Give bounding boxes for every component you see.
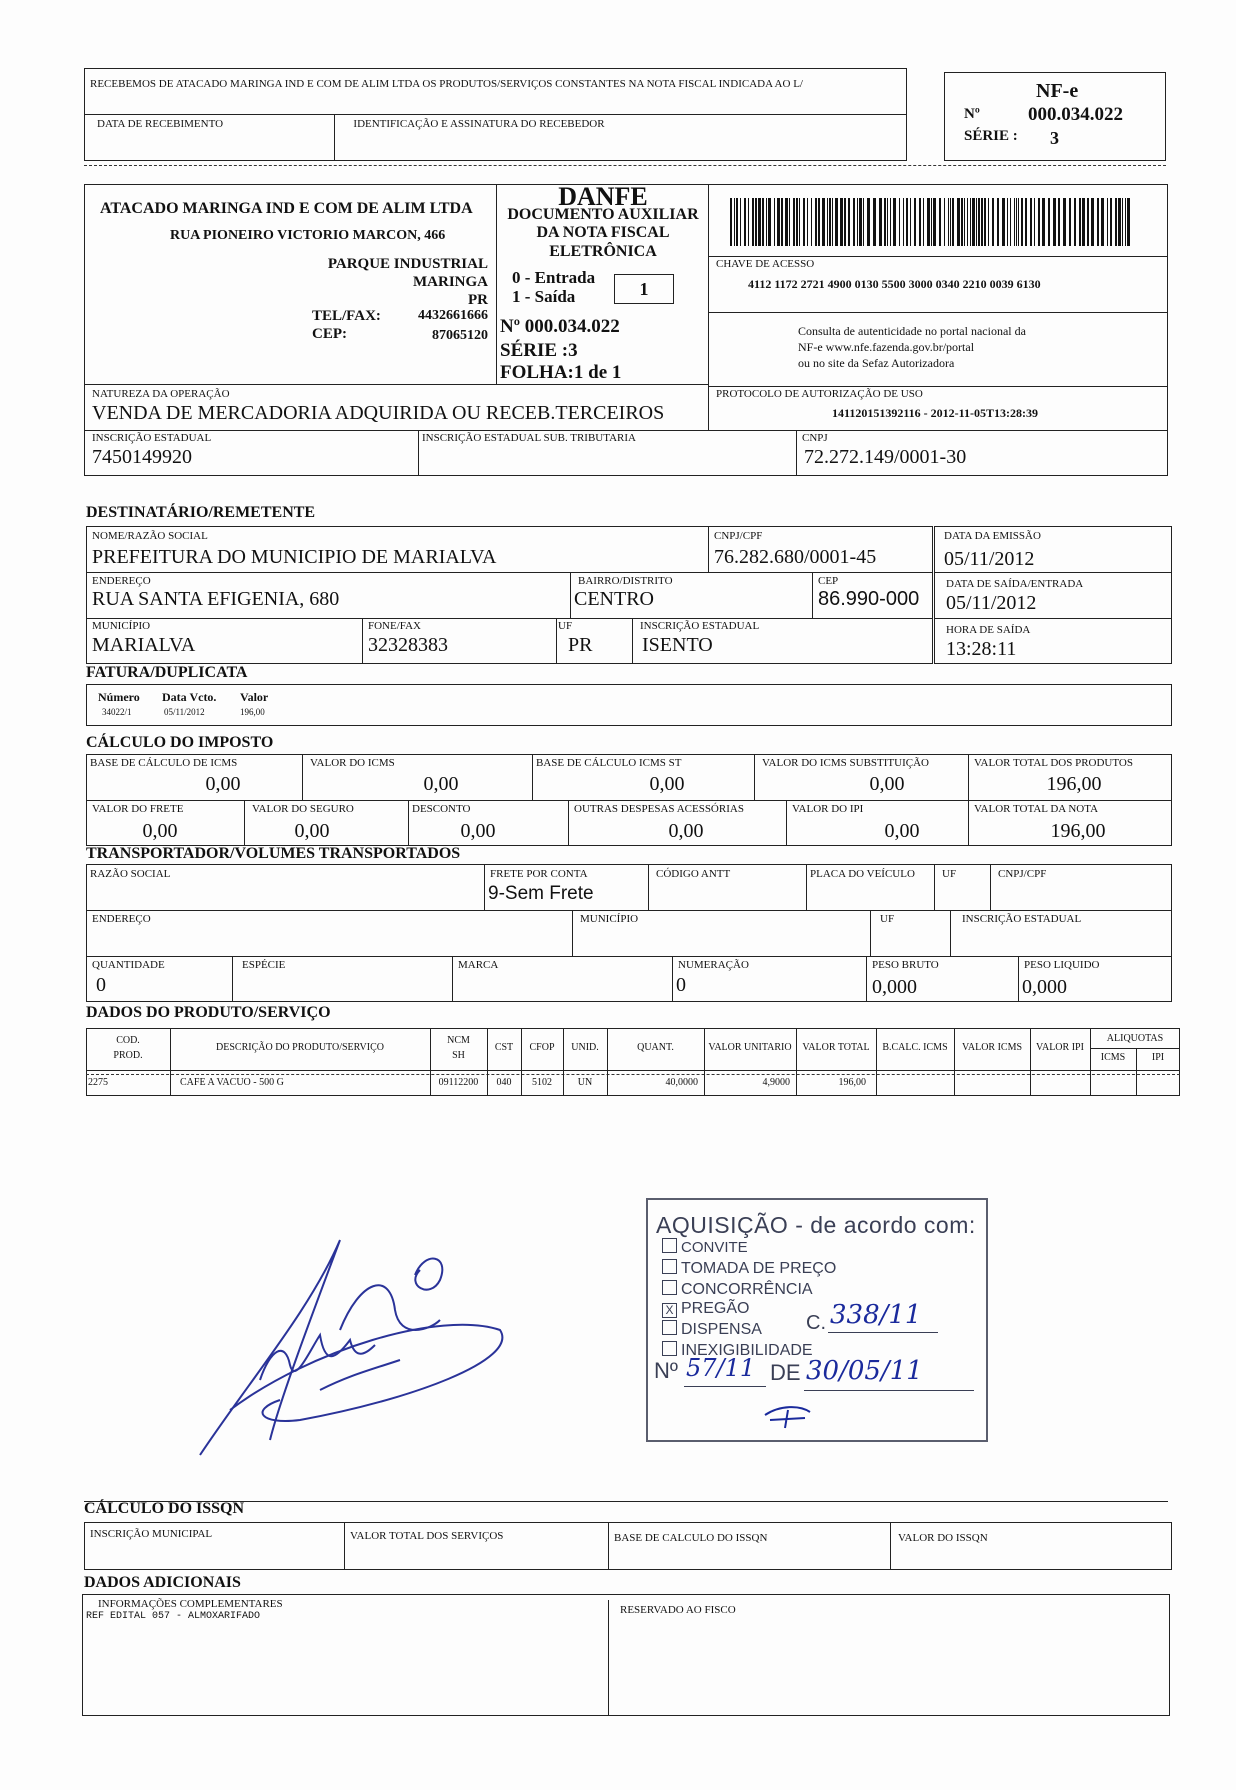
stamp-c-label: C. — [806, 1312, 826, 1334]
barcode-bar — [835, 198, 838, 246]
barcode-bar — [1014, 198, 1015, 246]
barcode-bar — [1082, 198, 1085, 246]
invoice-number-label: Número — [98, 690, 140, 704]
additional-info-label: INFORMAÇÕES COMPLEMENTARES — [98, 1598, 283, 1610]
cut-line — [84, 165, 1166, 166]
stamp-title: AQUISIÇÃO - de acordo com: — [656, 1212, 976, 1238]
recipient-uf-label: UF — [558, 620, 573, 632]
recipient-cnpj-label: CNPJ/CPF — [714, 530, 763, 542]
tax-products-total: 196,00 — [1046, 773, 1102, 795]
barcode-bar — [1074, 198, 1076, 246]
stamp-initial-mark — [760, 1400, 820, 1430]
col-icms-header: VALOR ICMS — [961, 1042, 1023, 1053]
recipient-ie-label: INSCRIÇÃO ESTADUAL — [640, 620, 760, 632]
consult-line1: Consulta de autenticidade no portal nacional da — [798, 324, 1026, 338]
danfe-exit: 1 - Saída — [512, 287, 576, 306]
invoice-section-title: FATURA/DUPLICATA — [86, 664, 248, 681]
danfe-line2: DA NOTA FISCAL — [536, 224, 670, 241]
barcode-bar — [863, 198, 864, 246]
barcode-bar — [961, 198, 963, 246]
col-rates-header: ALIQUOTAS — [1106, 1033, 1164, 1044]
barcode-bar — [906, 198, 908, 246]
barcode-bar — [1101, 198, 1104, 246]
receipt-series: 3 — [1050, 128, 1059, 148]
barcode-bar — [755, 198, 757, 246]
emitter-street: RUA PIONEIRO VICTORIO MARCON, 466 — [170, 228, 446, 243]
tax-icms-st-base-label: BASE DE CÁLCULO ICMS ST — [536, 757, 682, 769]
barcode-bar — [867, 198, 870, 246]
barcode-bar — [1007, 198, 1008, 246]
barcode-bar — [970, 198, 971, 246]
transport-box — [86, 864, 1172, 1002]
barcode-bar — [967, 198, 968, 246]
barcode-bar — [818, 198, 820, 246]
recipient-cnpj: 76.282.680/0001-45 — [714, 546, 877, 568]
row-ncm: 09112200 — [438, 1077, 479, 1088]
barcode-bar — [781, 198, 783, 246]
barcode-bar — [1118, 198, 1121, 246]
barcode-bar — [758, 198, 761, 246]
barcode-bar — [1038, 198, 1040, 246]
barcode-bar — [768, 198, 771, 246]
protocol-label: PROTOCOLO DE AUTORIZAÇÃO DE USO — [716, 388, 923, 400]
barcode-bar — [1087, 198, 1089, 246]
exit-time: 13:28:11 — [946, 638, 1017, 660]
barcode-bar — [1058, 198, 1060, 246]
barcode-bar — [933, 198, 936, 246]
tax-ipi-label: VALOR DO IPI — [792, 803, 864, 815]
barcode-bar — [899, 198, 900, 246]
recipient-city: MARIALVA — [92, 634, 196, 656]
barcode-bar — [910, 198, 911, 246]
receipt-series-label: SÉRIE : — [964, 128, 1018, 144]
col-cst-header: CST — [494, 1042, 514, 1053]
volume-qty-label: QUANTIDADE — [92, 959, 165, 971]
emitter-district: PARQUE INDUSTRIAL — [327, 256, 488, 272]
recipient-name-label: NOME/RAZÃO SOCIAL — [92, 530, 208, 542]
access-key-label: CHAVE DE ACESSO — [716, 258, 815, 270]
col-ncm-header1: NCM — [447, 1035, 470, 1046]
stamp-option-pregao: X PREGÃO — [662, 1300, 749, 1318]
barcode-bar — [815, 198, 817, 246]
carrier-city-label: MUNICÍPIO — [580, 913, 639, 925]
barcode-bar — [822, 198, 825, 246]
barcode-bar — [1127, 198, 1130, 246]
pregao-checked-mark: X — [662, 1303, 677, 1318]
emitter-cep-label: CEP: — [312, 326, 347, 342]
recipient-address-label: ENDEREÇO — [92, 575, 151, 587]
stamp-de-label: DE — [770, 1360, 801, 1385]
barcode-bar — [919, 198, 921, 246]
tax-freight: 0,00 — [142, 820, 178, 842]
col-unit-value-header: VALOR UNITARIO — [708, 1042, 792, 1053]
net-weight-label: PESO LIQUIDO — [1024, 959, 1100, 971]
danfe-sheet: FOLHA:1 de 1 — [500, 362, 622, 383]
barcode-bar — [829, 198, 831, 246]
consult-line3: ou no site da Sefaz Autorizadora — [798, 356, 955, 370]
recipient-phone-label: FONE/FAX — [368, 620, 421, 632]
barcode-bar — [939, 198, 941, 246]
barcode-bar — [777, 198, 780, 246]
row-cfop: 5102 — [532, 1077, 552, 1088]
row-code: 2275 — [88, 1077, 108, 1088]
barcode-bar — [1097, 198, 1099, 246]
emitter-cnpj-label: CNPJ — [802, 432, 828, 444]
tax-invoice-total: 196,00 — [1050, 820, 1106, 842]
nature-value: VENDA DE MERCADORIA ADQUIRIDA OU RECEB.TERCEIROS — [92, 402, 665, 424]
barcode-bar — [923, 198, 924, 246]
barcode-bar — [1053, 198, 1056, 246]
plate-label: PLACA DO VEÍCULO — [810, 868, 915, 880]
stamp-option-concorrencia: CONCORRÊNCIA — [662, 1280, 813, 1299]
barcode-bar — [857, 198, 858, 246]
col-desc-header: DESCRIÇÃO DO PRODUTO/SERVIÇO — [216, 1042, 384, 1053]
row-cst: 040 — [496, 1077, 512, 1088]
barcode-bar — [748, 198, 749, 246]
emitter-phone: 4432661666 — [418, 308, 488, 323]
tax-discount: 0,00 — [460, 820, 496, 842]
tax-icms-st-value: 0,00 — [869, 773, 905, 795]
barcode-bar — [914, 198, 916, 246]
barcode-bar — [853, 198, 855, 246]
recipient-cep-label: CEP — [818, 575, 839, 587]
tax-icms-base: 0,00 — [205, 773, 241, 795]
barcode-bar — [903, 198, 904, 246]
barcode-bar — [873, 198, 876, 246]
col-total-header: VALOR TOTAL — [802, 1042, 870, 1053]
recipient-cep: 86.990-000 — [818, 588, 920, 610]
invoice-value-label: Valor — [240, 690, 269, 704]
additional-info: REF EDITAL 057 - ALMOXARIFADO — [86, 1611, 261, 1622]
emitter-city: MARINGA — [413, 274, 488, 290]
barcode-bar — [796, 198, 798, 246]
recipient-section-title: DESTINATÁRIO/REMETENTE — [86, 504, 316, 521]
col-code-header2: PROD. — [113, 1050, 143, 1061]
state-reg-st-label: INSCRIÇÃO ESTADUAL SUB. TRIBUTARIA — [422, 432, 636, 444]
receipt-statement: RECEBEMOS DE ATACADO MARINGA IND E COM DE ALIM LTDA OS PRODUTOS/SERVIÇOS CONSTANTES NA NOTA FISCAL INDICADA AO L/ — [90, 78, 803, 90]
barcode-bar — [752, 198, 754, 246]
barcode-bar — [803, 198, 805, 246]
carrier-ie-label: INSCRIÇÃO ESTADUAL — [962, 913, 1082, 925]
barcode-bar — [1079, 198, 1081, 246]
row-total: 196,00 — [838, 1077, 866, 1088]
barcode-bar — [952, 198, 954, 246]
emission-date: 05/11/2012 — [944, 548, 1035, 570]
emission-date-label: DATA DA EMISSÃO — [944, 530, 1041, 542]
recipient-city-label: MUNICÍPIO — [92, 620, 151, 632]
tax-freight-label: VALOR DO FRETE — [92, 803, 184, 815]
access-key: 4112 1172 2721 4900 0130 5500 3000 0340 2210 0039 6130 — [748, 277, 1041, 291]
invoice-value: 196,00 — [240, 707, 265, 717]
barcode-bar — [740, 198, 741, 246]
nature-label: NATUREZA DA OPERAÇÃO — [92, 388, 230, 400]
barcode-bar — [1016, 198, 1017, 246]
barcode-bar — [736, 198, 738, 246]
tax-section-title: CÁLCULO DO IMPOSTO — [86, 734, 274, 751]
barcode-bar — [785, 198, 788, 246]
danfe-line3: ELETRÔNICA — [549, 243, 657, 260]
col-code-header1: COD. — [116, 1035, 140, 1046]
barcode-bar — [884, 198, 886, 246]
exit-time-label: HORA DE SAÍDA — [946, 624, 1031, 636]
tax-invoice-total-label: VALOR TOTAL DA NOTA — [974, 803, 1099, 815]
barcode-bar — [964, 198, 965, 246]
tax-products-total-label: VALOR TOTAL DOS PRODUTOS — [974, 757, 1133, 769]
protocol-value: 141120151392116 - 2012-11-05T13:28:39 — [832, 406, 1038, 420]
stamp-no-label: Nº — [654, 1358, 678, 1383]
barcode-bar — [744, 198, 746, 246]
emitter-state: PR — [468, 292, 488, 308]
barcode-bar — [1125, 198, 1126, 246]
tax-icms-value-label: VALOR DO ICMS — [310, 757, 395, 769]
issqn-section-title: CÁLCULO DO ISSQN — [84, 1500, 245, 1517]
stamp-option-dispensa: DISPENSA — [662, 1320, 762, 1339]
stamp-option-tomada: TOMADA DE PREÇO — [662, 1259, 836, 1278]
col-ipi-header: VALOR IPI — [1036, 1042, 1084, 1053]
receipt-number: 000.034.022 — [1028, 104, 1123, 125]
barcode-bar — [1063, 198, 1066, 246]
barcode-bar — [840, 198, 843, 246]
row-unit: UN — [577, 1077, 593, 1088]
nfe-title: NF-e — [1036, 80, 1079, 102]
tax-icms-value: 0,00 — [423, 773, 459, 795]
barcode-bar — [931, 198, 932, 246]
tax-icms-st-value-label: VALOR DO ICMS SUBSTITUIÇÃO — [762, 757, 929, 769]
net-weight: 0,000 — [1022, 976, 1067, 998]
carrier-uf2-label: UF — [880, 913, 895, 925]
barcode-bar — [789, 198, 790, 246]
barcode-bar — [1115, 198, 1117, 246]
barcode-bar — [927, 198, 930, 246]
recipient-district-label: BAIRRO/DISTRITO — [578, 575, 673, 587]
receipt-date-label: DATA DE RECEBIMENTO — [97, 118, 224, 130]
col-bc-icms-header: B.CALC. ICMS — [882, 1042, 948, 1053]
barcode-bar — [762, 198, 764, 246]
barcode-bar — [950, 198, 951, 246]
carrier-cnpj-label: CNPJ/CPF — [998, 868, 1047, 880]
barcode-bar — [799, 198, 800, 246]
fiscal-reserved-label: RESERVADO AO FISCO — [620, 1604, 736, 1616]
barcode-bar — [730, 198, 732, 246]
danfe-title: DANFE — [558, 182, 648, 211]
receipt-number-label: Nº — [964, 106, 980, 122]
barcode-bar — [1025, 198, 1027, 246]
barcode-bar — [793, 198, 795, 246]
barcode-bar — [1018, 198, 1019, 246]
barcode-bar — [774, 198, 775, 246]
barcode-bar — [981, 198, 983, 246]
col-cfop-header: CFOP — [529, 1042, 555, 1053]
barcode-bar — [976, 198, 977, 246]
tax-discount-label: DESCONTO — [412, 803, 471, 815]
recipient-uf: PR — [568, 634, 593, 656]
danfe-number: Nº 000.034.022 — [500, 316, 620, 337]
freight-value: 9-Sem Frete — [488, 883, 594, 904]
transport-section-title: TRANSPORTADOR/VOLUMES TRANSPORTADOS — [86, 845, 461, 862]
barcode-bar — [1107, 198, 1108, 246]
barcode-bar — [988, 198, 989, 246]
products-section-title: DADOS DO PRODUTO/SERVIÇO — [86, 1004, 331, 1021]
barcode-bar — [948, 198, 949, 246]
barcode-bar — [1110, 198, 1112, 246]
barcode-bar — [944, 198, 945, 246]
emitter-phone-label: TEL/FAX: — [312, 308, 381, 324]
barcode-bar — [1002, 198, 1005, 246]
barcode-bar — [1010, 198, 1011, 246]
recipient-ie: ISENTO — [642, 634, 713, 656]
barcode-bar — [766, 198, 767, 246]
barcode-bar — [890, 198, 891, 246]
col-unit-header: UNID. — [571, 1042, 599, 1053]
antt-label: CÓDIGO ANTT — [656, 868, 731, 880]
tax-insurance-label: VALOR DO SEGURO — [252, 803, 354, 815]
barcode-bar — [811, 198, 812, 246]
recipient-address: RUA SANTA EFIGENIA, 680 — [92, 588, 340, 610]
numbering-value: 0 — [676, 974, 686, 996]
tax-ipi: 0,00 — [884, 820, 920, 842]
danfe-entry: 0 - Entrada — [512, 268, 596, 287]
recipient-district: CENTRO — [574, 588, 654, 610]
carrier-address-label: ENDEREÇO — [92, 913, 151, 925]
recipient-phone: 32328383 — [368, 634, 448, 656]
tax-insurance: 0,00 — [294, 820, 330, 842]
barcode-bar — [1034, 198, 1035, 246]
barcode-bar — [1030, 198, 1032, 246]
danfe-type-box: 1 — [614, 274, 674, 304]
col-ncm-header2: SH — [452, 1050, 465, 1061]
volume-qty: 0 — [96, 974, 106, 996]
issqn-value-label: VALOR DO ISSQN — [898, 1532, 988, 1544]
barcode-bar — [1091, 198, 1094, 246]
danfe-line1: DOCUMENTO AUXILIAR — [507, 206, 699, 223]
row-desc: CAFE A VACUO - 500 G — [180, 1077, 284, 1088]
barcode-bar — [848, 198, 850, 246]
gross-weight: 0,000 — [872, 976, 917, 998]
invoice-due-label: Data Vcto. — [162, 690, 217, 704]
barcode-bar — [832, 198, 833, 246]
stamp-de-value: 30/05/11 — [806, 1356, 923, 1386]
tax-other: 0,00 — [668, 820, 704, 842]
additional-section-title: DADOS ADICIONAIS — [84, 1574, 241, 1591]
receipt-signature-label: IDENTIFICAÇÃO E ASSINATURA DO RECEBEDOR — [353, 118, 605, 130]
barcode-bar — [827, 198, 828, 246]
issqn-base-label: BASE DE CALCULO DO ISSQN — [614, 1532, 768, 1544]
recipient-name: PREFEITURA DO MUNICIPIO DE MARIALVA — [92, 546, 497, 568]
barcode-bar — [997, 198, 999, 246]
barcode-bar — [1042, 198, 1045, 246]
barcode-bar — [957, 198, 960, 246]
invoice-number: 34022/1 — [102, 707, 132, 717]
emitter-name: ATACADO MARINGA IND E COM DE ALIM LTDA — [100, 200, 473, 217]
issqn-box — [84, 1522, 1172, 1570]
state-reg-value: 7450149920 — [92, 446, 192, 468]
stamp-no-value: 57/11 — [686, 1354, 756, 1382]
barcode-bar — [1069, 198, 1071, 246]
row-qty: 40,0000 — [665, 1077, 698, 1088]
carrier-uf-label: UF — [942, 868, 957, 880]
barcode-bar — [893, 198, 896, 246]
numbering-label: NUMERAÇÃO — [678, 959, 749, 971]
gross-weight-label: PESO BRUTO — [872, 959, 939, 971]
tax-other-label: OUTRAS DESPESAS ACESSÓRIAS — [574, 803, 744, 815]
row-unit-value: 4,9000 — [762, 1077, 790, 1088]
barcode-bar — [978, 198, 980, 246]
barcode-bar — [1021, 198, 1023, 246]
carrier-name-label: RAZÃO SOCIAL — [90, 868, 171, 880]
stamp-c-value: 338/11 — [830, 1300, 922, 1330]
barcode-bar — [992, 198, 994, 246]
issqn-services-label: VALOR TOTAL DOS SERVIÇOS — [350, 1530, 504, 1542]
emitter-cep: 87065120 — [432, 328, 488, 343]
col-qty-header: QUANT. — [637, 1042, 674, 1053]
barcode — [730, 198, 1135, 246]
barcode-bar — [844, 198, 846, 246]
barcode-bar — [1048, 198, 1050, 246]
freight-label: FRETE POR CONTA — [490, 868, 588, 880]
barcode-bar — [887, 198, 888, 246]
invoice-due: 05/11/2012 — [164, 707, 205, 717]
exit-date: 05/11/2012 — [946, 592, 1037, 614]
col-rate-ipi-header: IPI — [1151, 1052, 1165, 1063]
barcode-bar — [1122, 198, 1123, 246]
barcode-bar — [807, 198, 808, 246]
consult-line2: NF-e www.nfe.fazenda.gov.br/portal — [798, 340, 975, 354]
barcode-bar — [972, 198, 975, 246]
barcode-bar — [879, 198, 882, 246]
handwritten-signature — [190, 1230, 520, 1470]
danfe-series: SÉRIE :3 — [500, 340, 578, 361]
issqn-municipal-label: INSCRIÇÃO MUNICIPAL — [90, 1528, 213, 1540]
col-rate-icms-header: ICMS — [1100, 1052, 1126, 1063]
state-reg-label: INSCRIÇÃO ESTADUAL — [92, 432, 212, 444]
barcode-bar — [859, 198, 862, 246]
tax-icms-base-label: BASE DE CÁLCULO DE ICMS — [90, 757, 238, 769]
barcode-bar — [984, 198, 986, 246]
emitter-cnpj-value: 72.272.149/0001-30 — [804, 446, 967, 468]
species-label: ESPÉCIE — [242, 959, 286, 971]
stamp-option-convite: CONVITE — [662, 1238, 748, 1256]
stamp-option-inexigibilidade: INEXIGIBILIDADE — [662, 1341, 813, 1360]
tax-icms-st-base: 0,00 — [649, 773, 685, 795]
exit-date-label: DATA DE SAÍDA/ENTRADA — [946, 578, 1084, 590]
brand-label: MARCA — [458, 959, 499, 971]
barcode-bar — [734, 198, 735, 246]
